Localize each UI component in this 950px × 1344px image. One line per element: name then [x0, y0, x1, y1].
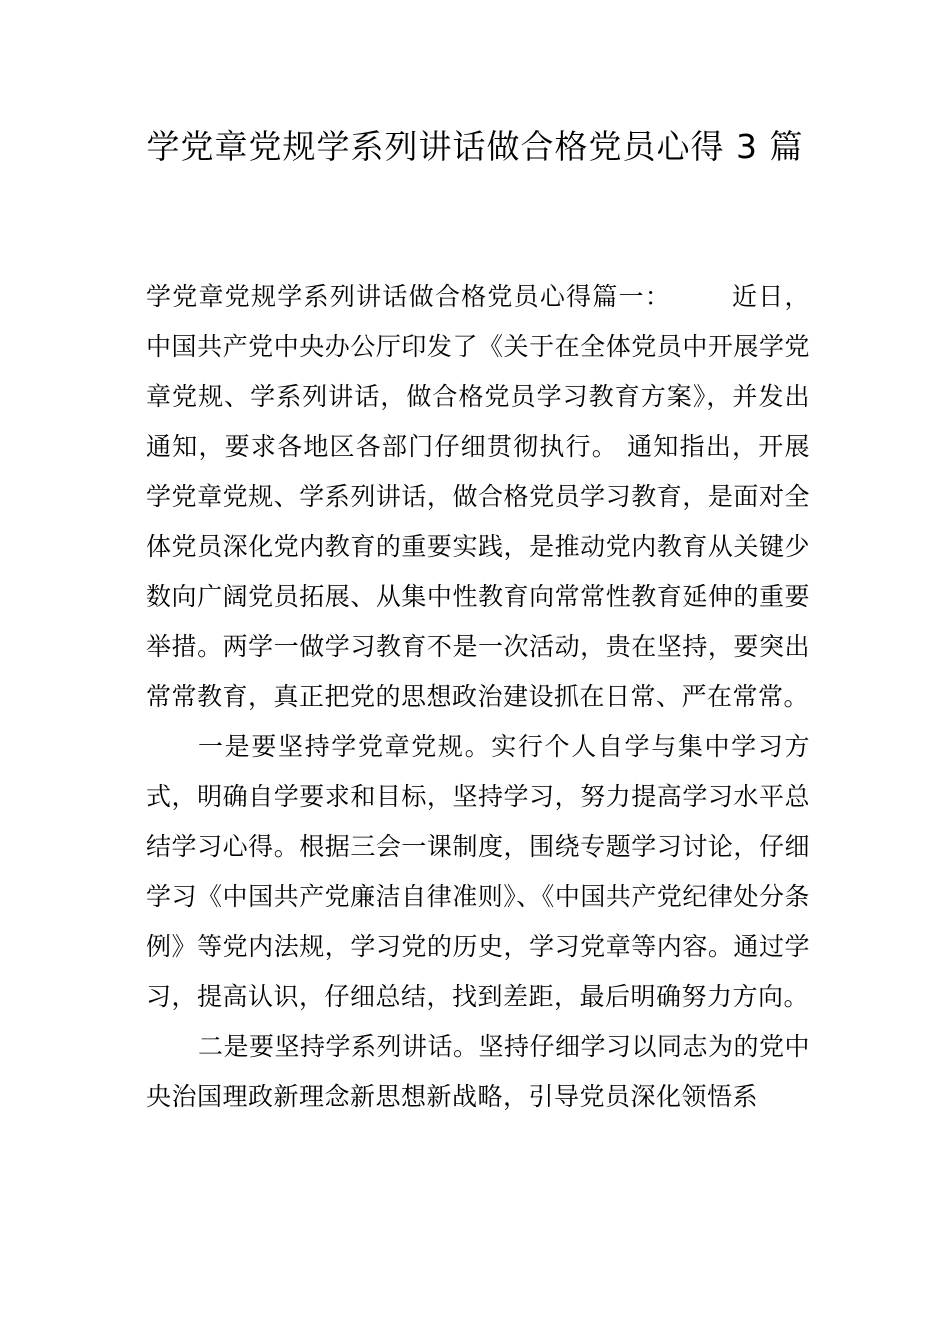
paragraph-1-lead: 学党章党规学系列讲话做合格党员心得篇一： — [146, 282, 672, 311]
paragraph-1 — [146, 272, 810, 722]
document-title: 学党章党规学系列讲话做合格党员心得 3 篇 — [146, 127, 804, 166]
paragraph-1-text: 近日，中国共产党中央办公厅印发了《关于在全体党员中开展学党章党规、学系列讲话，做合格党员学习教育方案》，并发出通知，要求各地区各部门仔细贯彻执行。 通知指出，开展学党章党规、学系列讲话，做合格党员学习教育，是面对全体党员深化党内教育的重要实践，是推动党内教育从关键少数向广阔党员拓展、从集中性教育向常常性教育延伸的重要举措。两学一做学习教育不是一次活动，贵在坚持，要突出常常教育，真正把党的思想政治建设抓在日常、严在常常。 — [146, 282, 810, 711]
paragraph-2: 一是要坚持学党章党规。实行个人自学与集中学习方式，明确自学要求和目标，坚持学习，努力提高学习水平总结学习心得。根据三会一课制度，围绕专题学习讨论，仔细学习《中国共产党廉洁自律准则》、《中国共产党纪律处分条例》等党内法规，学习党的历史，学习党章等内容。通过学习，提高认识，仔细总结，找到差距，最后明确努力方向。 — [146, 732, 810, 1011]
document-body — [146, 272, 810, 1122]
paragraph-3: 二是要坚持学系列讲话。坚持仔细学习以同志为的党中央治国理政新理念新思想新战略，引导党员深化领悟系 — [146, 1032, 811, 1111]
